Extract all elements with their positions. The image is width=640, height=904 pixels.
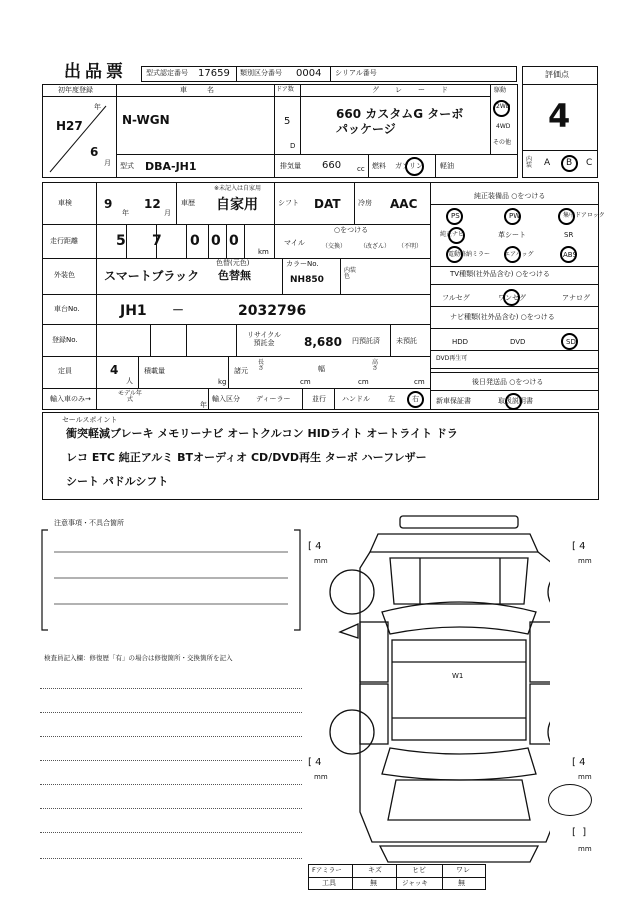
tv-oneseg-circle — [503, 289, 520, 306]
color-no-label: カラーNo. — [286, 260, 319, 268]
shaken-month: 12 — [144, 197, 161, 211]
mileage-digit-5: 0 — [211, 233, 221, 249]
recycle-unpaid: 未預託 — [396, 337, 417, 345]
fuel-circle — [405, 157, 424, 176]
grade-line1: 660 カスタムG ターボ — [336, 107, 464, 121]
equip-ps-circle — [446, 208, 463, 225]
model-label: 型式 — [120, 162, 134, 170]
drive-2wd-circle — [493, 100, 510, 117]
fuel-label: 燃料 — [372, 162, 386, 170]
interior-b-circle — [561, 155, 578, 172]
first-reg-year: H27 — [56, 119, 83, 133]
first-reg-month: 6 — [90, 145, 99, 159]
equipment-title: 純正装備品 ○をつける — [474, 192, 546, 200]
shift-label: シフト — [278, 199, 299, 207]
shift-value: DAT — [314, 197, 341, 211]
color-change-value: 色替無 — [218, 269, 251, 282]
form-title: 出品票 — [64, 62, 127, 82]
displacement-value: 660 — [322, 160, 342, 171]
dims-label: 諸元 — [234, 367, 248, 375]
drive-label: 駆動 — [494, 87, 507, 94]
history-label: 車歴 — [181, 199, 195, 207]
history-value: 自家用 — [216, 197, 258, 213]
equip-abs-circle — [560, 246, 577, 263]
history-note: ※未記入は自家用 — [214, 185, 262, 192]
recycle-label: リサイクル預託金 — [246, 331, 282, 348]
mileage-digit-6: 0 — [229, 233, 239, 249]
sales-points-label: セールスポイント — [62, 416, 118, 424]
interior-grade-c: C — [586, 158, 593, 168]
tire-spare: [ ] — [572, 827, 587, 838]
sales-line-2: レコ ETC 純正アルミ BTオーディオ CD/DVD再生 ターボ ハーフレザー — [66, 451, 427, 464]
equip-lock-circle — [558, 208, 575, 225]
right-label: 右 — [412, 395, 419, 403]
equip-pw-circle — [504, 208, 521, 225]
left-label: 左 — [388, 395, 395, 403]
equip-airbag-circle — [504, 246, 521, 263]
load-label: 積載量 — [144, 367, 165, 375]
tire-fr: [ 4 — [572, 541, 586, 552]
meter-label: マイル — [284, 239, 305, 247]
reg-no-label: 登録No. — [52, 336, 78, 344]
nav-sd-circle — [561, 333, 578, 350]
capacity-label: 定員 — [58, 367, 72, 375]
mileage-digit-2: 5 — [116, 233, 126, 249]
model-value: DBA-JH1 — [145, 160, 197, 173]
ac-label: 冷房 — [358, 199, 372, 207]
dealer-label: ディーラー — [256, 395, 291, 403]
score-label: 評価点 — [545, 70, 569, 79]
grade-label: グレード — [372, 86, 464, 94]
fuel-value: ガソリン — [395, 162, 423, 170]
shaken-year: 9 — [104, 197, 113, 211]
sales-line-1: 衝突軽減ブレーキ メモリーナビ オートクルコン HIDライト オートライト ドラ — [66, 427, 458, 440]
mileage-digit-4: 0 — [190, 233, 200, 249]
serial-label: シリアル番号 — [335, 69, 377, 77]
score-value: 4 — [548, 97, 571, 135]
handle-label: ハンドル — [342, 395, 370, 403]
model-year-label: モデル年式 — [118, 390, 142, 403]
post-manual-circle — [505, 393, 522, 410]
damage-mark: W1 — [452, 672, 464, 680]
sales-line-3: シート パドルシフト — [66, 475, 169, 488]
caution-label: 注意事項・不具合箇所 — [54, 519, 124, 527]
exterior-color-value: スマートブラック — [104, 269, 200, 283]
interior-grade-b: B — [566, 158, 573, 168]
tire-rl: [ 4 — [308, 757, 322, 768]
class-value: 0004 — [296, 68, 322, 79]
chassis-prefix: JH1 — [120, 303, 147, 319]
tv-title: TV種類(社外品含む) ○をつける — [450, 270, 550, 278]
equip-mirror-circle — [446, 246, 463, 263]
post-title: 後日発送品 ○をつける — [472, 378, 544, 386]
parallel-label: 並行 — [312, 395, 326, 403]
dvd-label: DVD再生可 — [436, 355, 468, 362]
doors-value: 5 — [284, 116, 291, 127]
color-change-label: 色替(元色) — [216, 259, 250, 267]
doors-label: ドア数 — [276, 86, 294, 93]
interior-grade-a: A — [544, 158, 551, 168]
car-diagram — [300, 512, 550, 872]
equip-navi-circle — [448, 227, 465, 244]
chassis-dash: － — [172, 303, 185, 317]
light-oil-label: 軽油 — [440, 162, 454, 170]
color-no-value: NH850 — [290, 275, 324, 285]
mileage-label: 走行距離 — [50, 237, 78, 245]
recycle-paid: 円預託済 — [352, 337, 380, 345]
handle-right-circle — [407, 391, 424, 408]
interior-label: 内装 — [526, 156, 533, 169]
first-reg-label: 初年度登録 — [58, 86, 93, 94]
recycle-value: 8,680 — [304, 335, 342, 349]
import-class-label: 輸入区分 — [212, 395, 240, 403]
class-label: 類別区分番号 — [240, 69, 282, 77]
type-cert-value: 17659 — [198, 68, 230, 79]
type-cert-label: 型式認定番号 — [146, 69, 188, 77]
import-label: 輸入車のみ→ — [50, 395, 91, 403]
car-name-value: N-WGN — [122, 113, 170, 127]
shaken-label: 車検 — [58, 199, 72, 207]
inspector-label: 検査員記入欄：修復歴「有」の場合は修復箇所・交換箇所を記入 — [44, 654, 233, 662]
tire-rr: [ 4 — [572, 757, 586, 768]
grade-line2: パッケージ — [336, 122, 396, 136]
displacement-label: 排気量 — [280, 162, 301, 170]
interior-color-label: 内装色 — [344, 267, 357, 280]
chassis-label: 車台No. — [54, 305, 80, 313]
nav-title: ナビ種類(社外品含む) ○をつける — [450, 313, 555, 321]
tire-fl: [ 4 — [308, 541, 322, 552]
exterior-color-label: 外装色 — [54, 271, 75, 279]
mileage-digit-3: 7 — [152, 233, 162, 249]
chassis-number: 2032796 — [238, 303, 307, 319]
car-name-label: 車名 — [180, 86, 234, 94]
spare-tire — [548, 784, 592, 816]
caution-box — [40, 526, 302, 636]
ac-value: AAC — [390, 197, 418, 211]
capacity-value: 4 — [110, 363, 119, 377]
